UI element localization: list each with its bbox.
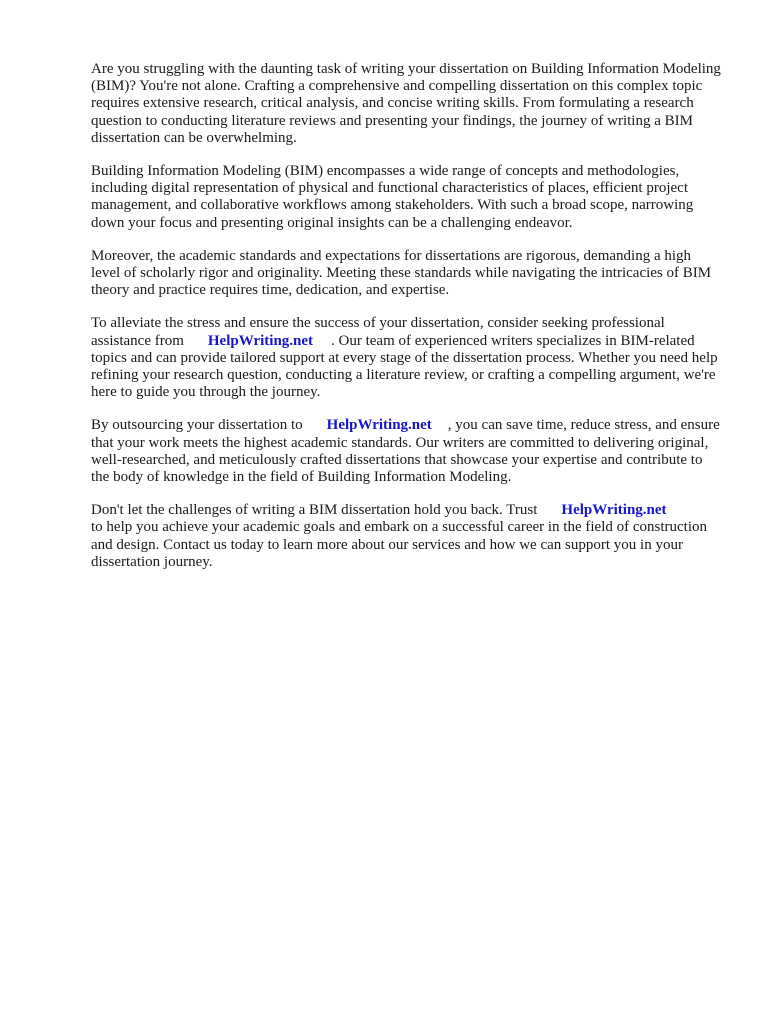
paragraph-call-to-action (91, 502, 721, 571)
paragraph-text-before-link: To alleviate the stress and ensure the success of your dissertation, consider seeking professional assistance from (91, 315, 665, 349)
paragraph-outsourcing (91, 417, 721, 486)
paragraph-text-before-link: Don't let the challenges of writing a BIM dissertation hold you back. Trust (91, 502, 538, 519)
paragraph-intro: Are you struggling with the daunting task of writing your dissertation on Building Information Modeling (BIM)? You're not alone. Crafting a comprehensive and compelling dissertation on this complex topic requires extensive research, critical analysis, and concise writing skills. From formulating a research question to conducting literature reviews and presenting your findings, the journey of writing a BIM dissertation can be overwhelming. (91, 61, 721, 146)
paragraph-bim-scope: Building Information Modeling (BIM) encompasses a wide range of concepts and methodologies, including digital representation of physical and functional characteristics of places, efficient project management, and collaborative workflows among stakeholders. With such a broad scope, narrowing down your focus and presenting original insights can be a challenging endeavor. (91, 163, 694, 231)
helpwriting-link[interactable]: HelpWriting.net (561, 502, 667, 519)
paragraph-professional-assistance (91, 315, 721, 401)
paragraph-academic-standards: Moreover, the academic standards and expectations for dissertations are rigorous, demanding a high level of scholarly rigor and originality. Meeting these standards while navigating the intricacies of BIM theory and practice requires time, dedication, and expertise. (91, 247, 712, 299)
paragraph-text-after-link: . Our team of experienced writers specializes in BIM-related topics and can provide tailored support at every stage of the dissertation process. Whether you need help refining your research question, conducting a literature review, or crafting a compelling argument, we're here to guide you through the journey. (91, 332, 718, 401)
document-body (91, 61, 721, 587)
helpwriting-link[interactable]: HelpWriting.net (326, 417, 432, 434)
helpwriting-link[interactable]: HelpWriting.net (207, 332, 314, 349)
paragraph-text-before-link: By outsourcing your dissertation to (91, 417, 303, 434)
paragraph-text-after-link: , you can save time, reduce stress, and ensure that your work meets the highest academic standards. Our writers are committed to delivering original, well-researched, and meticulously crafted dissertations that showcase your expertise and contribute to the body of knowledge in the field of Building Information Modeling. (91, 417, 720, 486)
paragraph-text-after-link: to help you achieve your academic goals and embark on a successful career in the field of construction and design. Contact us today to learn more about our services and how we can support you in your dissertation journey. (91, 519, 708, 570)
